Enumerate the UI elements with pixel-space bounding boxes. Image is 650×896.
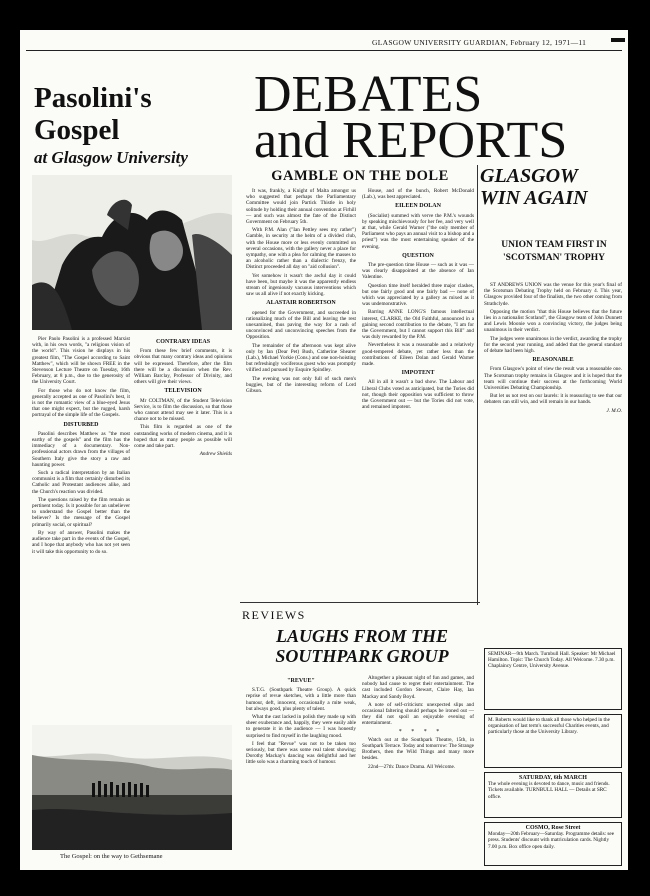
debates-paragraph: House, and of the bunch, Robert McDonald (Lab.), was best appreciated. <box>362 188 474 201</box>
debates-paragraph: The pre-question time House — such as it was — was clearly disappointed at the absence of Ian Valentine. <box>362 262 474 281</box>
debates-subhead-robertson: ALASTAIR ROBERTSON <box>266 300 336 307</box>
union-paragraph: ST ANDREWS UNION was the venue for this year's final of the Scotsman Debating Trophy held on February 4. This year, Glasgow provided four of the finalists, the two other coming from Strathclyde. <box>484 282 622 307</box>
column-divider <box>477 165 478 605</box>
pasolini-subheadline: at Glasgow University <box>34 148 188 167</box>
saturday-text: The whole evening is devoted to dance, music and friends. Tickets available. TURNBULL HALL — Details at SRC office. <box>488 781 610 800</box>
review-paragraph: 22nd—27th: Dance Drama. All Welcome. <box>368 763 456 770</box>
pasolini-subhead-television: TELEVISION <box>164 388 202 395</box>
pasolini-paragraph: For those who do not know the film, generally accepted as one of Pasolini's best, it is not the romantic view of a blue-eyed Jesus that one might expect, but the rugged, harsh portrayal of the simple life of the Gospels. <box>32 387 130 419</box>
review-paragraph: A note of self-criticism: unexpected slips and occasional faltering should perhaps be ironed out — they did not spoil an enjoyable evening of entertainment. <box>362 701 474 727</box>
debates-headline <box>254 66 624 169</box>
pasolini-paragraph: From these few brief comments, it is obvious that many contrary ideas and opinions will be expressed. Therefore, after the film there will be a discussion when the Rev. William Barclay, Professor of Divinity, and others will give their views. <box>134 348 232 386</box>
debates-paragraph: It was, frankly, a Knight of Malta amongst us who suggested that perhaps the Parliamentary Committee would join Partick Thistle in holy solitude by holding their annual convention at Firhill — and such was almost the fate of the Distinct Government on February 5th. <box>246 188 356 226</box>
review-paragraph: I feel that "Revue" was not to be taken too seriously, but there was some real talent showing; Dorothy Mackay's dancing was delightful and her little solo was a charming touch of humour. <box>246 740 356 766</box>
union-paragraph: Opposing the motion "that this House believes that the future lies in a nationalist Scotland", the Glasgow team of John Dunnett and Lewis Moonie won a convincing victory, the judges being unanimous in their verdict. <box>484 308 622 334</box>
seminar-notice <box>484 648 622 710</box>
pasolini-headline: Pasolini's Gospel <box>34 82 152 146</box>
pasolini-column-2 <box>134 336 232 721</box>
reviews-rule <box>240 602 480 603</box>
roberts-notice <box>484 714 622 768</box>
review-paragraph: S.T.G. (Southpark Theatre Group). A quick reprise of revue sketches, with a little more than humour, deft, innocent, occasionally a mite weak, but always good, plus plenty of talent. <box>246 687 356 712</box>
debates-paragraph: The evening was not only full of such men's buggies, but of the interesting reform of Lord Gibson. <box>246 375 356 395</box>
union-team-headline: UNION TEAM FIRST IN 'SCOTSMAN' TROPHY <box>501 240 607 263</box>
debates-headline-line-2: and REPORTS <box>254 112 568 169</box>
union-paragraph: The judges were unanimous in the verdict, awarding the trophy for the second year running, and added that the general standard of debate had been high. <box>484 335 622 355</box>
pasolini-film-still <box>32 175 232 330</box>
pasolini-subhead-contrary: CONTRARY IDEAS <box>155 339 211 345</box>
pasolini-paragraph: The questions raised by the film remain as pertinent today. Is it possible for an unbeliever to understand the Gospel better than the believer? Is the message of the Gospel primarily social, or spiritual? <box>32 496 130 528</box>
debates-paragraph: (Socialist) summed with verve the P.M.'s wounds by speaking mischievously for her fee, and very well at that, while Gerald Warner ("the only member of Parliament who pays an annual visit to a bishop and a priest") was the most entertaining speaker of the evening. <box>362 212 474 250</box>
saturday-notice <box>484 772 622 818</box>
reviews-subhead: "REVUE" <box>287 678 315 684</box>
glasgow-win-column <box>484 282 622 642</box>
debates-paragraph: Yet somehow it wasn't the awful day it could have been, but maybe it was the apparently endless stream of ingeniously vacuous interventions which saw us all alive if not exactly kicking. <box>246 272 356 298</box>
pasolini-column-1 <box>32 336 130 721</box>
debates-paragraph: Question time itself heralded three major clashes, but one fairly good and one fairly bad — none of which was appreciated by a gallery as mixed as it was undemonstrative. <box>362 282 474 308</box>
debates-paragraph: Barring ANNE LONG'S famous intellectual interest, CLARKE, the Old Faithful, announced in a gaining second contribution to the debate, "I am for the Government, but I cannot support this Bill" and was duly rewarded by the P.M. <box>362 309 474 341</box>
photo-caption: The Gospel: on the way to Gethsemane <box>60 853 163 860</box>
roberts-text: M. Roberts would like to thank all those who helped in the organisation of last term's successful Charities events, and particularly those at the University Library. <box>488 717 610 736</box>
saturday-title: SATURDAY, 6th MARCH <box>519 775 587 781</box>
cosmo-notice <box>484 822 622 866</box>
union-paragraph: But let us not rest on our laurels: it is reassuring to see that our debaters can still win, and will remain in our hands. <box>484 393 622 406</box>
debates-headline-line-1: DEBATES <box>254 66 483 123</box>
masthead: GLASGOW UNIVERSITY GUARDIAN, February 12, 1971—11 <box>372 38 587 47</box>
pasolini-byline: Andrew Shields <box>199 451 232 458</box>
newspaper-page <box>20 30 628 870</box>
gethsemane-photo <box>32 725 232 850</box>
masthead-rule <box>26 50 622 51</box>
review-paragraph: Watch out at the Southpark Theatre, 15th, in Southpark Terrace. Today and tomorrow: The Strange Brothers, then the Wild Things and many more besides. <box>362 736 474 762</box>
cosmo-title: COSMO, Rose Street <box>525 825 581 831</box>
page-tab-mark <box>611 38 625 42</box>
pasolini-paragraph: This film is regarded as one of the outstanding works of modern cinema, and it is hoped that as many people as possible will come and take part. <box>134 424 232 450</box>
debates-paragraph: opened for the Government, and succeeded in rationalizing much of the Bill and leaving the rest unexamined, thus paving the way for a rash of unconvinced and unconvincing speeches from the Opposition. <box>246 309 356 341</box>
cosmo-text: Monday—20th February—Saturday. Programme details: see press. Students' discount with matriculation cards. Nightly 7.00 p.m. Box office open daily. <box>488 831 615 850</box>
pasolini-paragraph: Such a radical interpretation by an Italian communist is a film that certainly disturbed its Catholic and Protestant audiences alike, and the Church's reaction was divided. <box>32 470 130 495</box>
review-paragraph: What the cast lacked in polish they made up with sheer exuberance and, happily, they were easily able to generate it in the audience — I was honestly surprised to find myself in the laughing mood. <box>246 714 356 739</box>
debates-paragraph: All in all it wasn't a bad show. The Labour and Liberal Clubs voted as anticipated, but the Tories did not, though their opposition was sufficient to throw the Government out — but the Tories did not vote, and remained impotent. <box>362 379 474 411</box>
pasolini-subhead-disturbed: DISTURBED <box>63 421 99 428</box>
debates-paragraph: With P.M. Alan ("Ian Pettley sees my rather") Gamble, in security at the helm of a divided club, with the House more or less evenly committed on several occasions, with the gallery never a place for sympathy, one with a plea for calming the masses to an alcoholic rather than a dialectic frenzy, the Distinct proceeded all day on "aid collusion". <box>246 227 356 271</box>
debates-column-1 <box>246 188 356 598</box>
reviews-label: REVIEWS <box>242 608 306 622</box>
union-paragraph: From Glasgow's point of view the result was a reasonable one. The Scotsman trophy remains in Glasgow and it is hoped that the team will continue their success at the forthcoming World Universities Debating Championship. <box>484 366 622 392</box>
review-paragraph: Altogether a pleasant night of fun and games, and nobody had cause to regret their entertainment. The cast included Gordon Stewart, Claire Hay, Ian Mackay and Sandy Boyd. <box>362 675 474 700</box>
debates-subhead-question: QUESTION <box>402 252 434 259</box>
gamble-headline: GAMBLE ON THE DOLE <box>271 168 449 184</box>
pasolini-intro: Pier Paolo Pasolini is a professed Marxist with, in his own words, "a religious vision of the world". This vision he displays in his greatest film, "The Gospel according to Saint Matthew", which will be shown FREE in the Stevenson Lecture Theatre on Tuesday, 16th February, at 8 p.m., due to the generosity of the University Court. <box>32 336 130 386</box>
debates-paragraph: The remainder of the afternoon was kept alive only by Ian (Dear Pet) Bush, Catherine Shearer (Lab.), Michael Yorkie (Cons.) and one non-hoisting but refreshingly vociferous guest who was promptly vilified and pursued by Esquire Spindley. <box>246 342 356 374</box>
pasolini-paragraph: By way of answer, Pasolini makes the audience take part in the events of the Gospel, and I hope that anybody who has not yet seen it will take this opportunity to do so. <box>32 529 130 555</box>
reviews-column-1 <box>246 675 356 860</box>
glasgow-win-headline: GLASGOW WIN AGAIN <box>480 165 588 209</box>
debates-subhead-impotent: IMPOTENT <box>401 370 435 377</box>
debates-paragraph: Nevertheless it was a reasonable and a relatively good-tempered debate, yet rather less than the contributions of Eileen Dolan and Gerald Warner made. <box>362 342 474 368</box>
debates-column-2 <box>362 188 474 598</box>
laughs-headline: LAUGHS FROM THE SOUTHPARK GROUP <box>275 626 449 666</box>
pasolini-paragraph: Pasolini describes Matthew as "the most earthy of the gospels" and the film has the immediacy of a documentary. Non-professional actors drawn from the villages of Southern Italy give the story a raw and haunting power. <box>32 430 130 468</box>
review-stars: * * * * <box>398 728 444 735</box>
pasolini-paragraph: Mr COLTMAN, of the Student Television Service, is to film the discussion, so that those who cannot attend may see it later. This is a chance not to be missed. <box>134 397 232 423</box>
debates-subhead-dolan: EILEEN DOLAN <box>395 203 441 210</box>
union-subhead-reasonable: REASONABLE <box>532 357 574 364</box>
reviews-column-2 <box>362 675 474 860</box>
seminar-text: SEMINAR—9th March. Turnbull Hall. Speaker: Mr Michael Hamilton. Topic: The Church Today. All Welcome. 7.30 p.m. Chaplaincy Centre, University Avenue. <box>488 651 616 670</box>
union-byline: J. M.O. <box>606 407 622 414</box>
